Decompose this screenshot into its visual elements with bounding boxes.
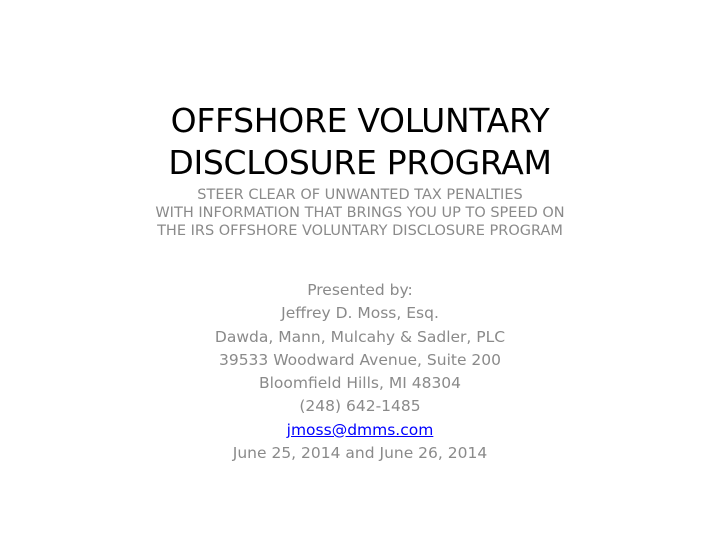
presenter-email-link[interactable]: jmoss@dmms.com bbox=[286, 420, 434, 439]
slide-subtitle bbox=[60, 186, 660, 240]
title-line-2: DISCLOSURE PROGRAM bbox=[168, 143, 552, 183]
presenter-address-city: Bloomfield Hills, MI 48304 bbox=[258, 374, 462, 393]
presenter-firm: Dawda, Mann, Mulcahy & Sadler, PLC bbox=[214, 327, 506, 346]
presenter-name: Jeffrey D. Moss, Esq. bbox=[281, 304, 439, 323]
slide-title bbox=[60, 100, 660, 184]
presentation-dates: June 25, 2014 and June 26, 2014 bbox=[232, 444, 488, 463]
title-line-1: OFFSHORE VOLUNTARY bbox=[170, 101, 550, 141]
presenter-address-street: 39533 Woodward Avenue, Suite 200 bbox=[218, 350, 502, 369]
presenter-block bbox=[60, 279, 660, 465]
subtitle-line-2: WITH INFORMATION THAT BRINGS YOU UP TO SPEED ON bbox=[155, 205, 565, 221]
presenter-phone: (248) 642-1485 bbox=[299, 397, 421, 416]
subtitle-line-3: THE IRS OFFSHORE VOLUNTARY DISCLOSURE PROGRAM bbox=[157, 223, 563, 239]
presenter-email-line bbox=[60, 419, 660, 442]
subtitle-line-1: STEER CLEAR OF UNWANTED TAX PENALTIES bbox=[197, 187, 523, 203]
presented-by-label: Presented by: bbox=[307, 281, 413, 299]
